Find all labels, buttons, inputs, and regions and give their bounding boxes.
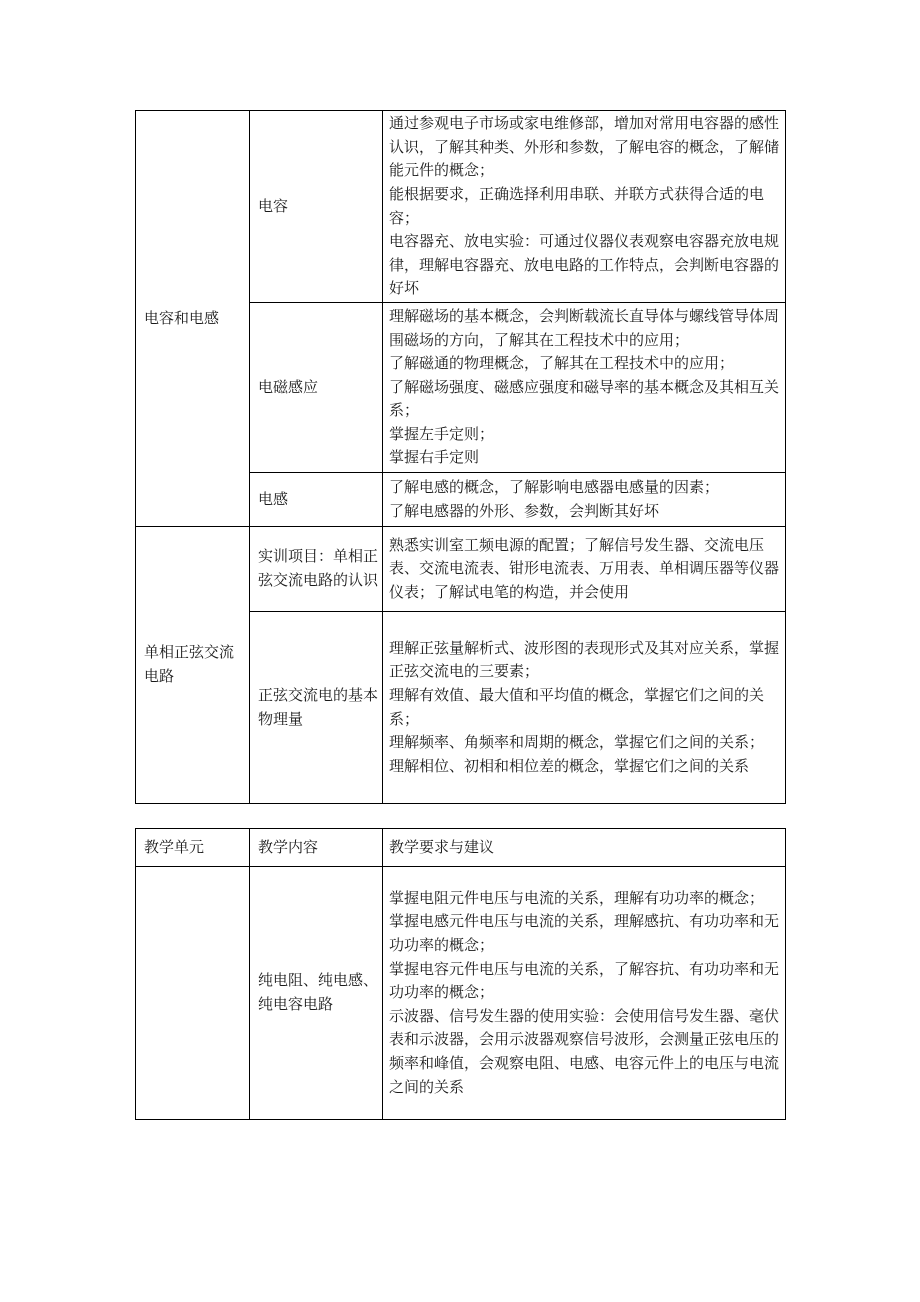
header-requirements: 教学要求与建议 [383,829,786,867]
requirements-cell: 理解磁场的基本概念，会判断载流长直导体与螺线管导体周围磁场的方向，了解其在工程技术中的应用； 了解磁通的物理概念，了解其在工程技术中的应用； 了解磁场强度、磁感应强度和磁导率的基本概念及其相互关系； 掌握左手定则； 掌握右手定则 [383,303,786,473]
content-cell: 电感 [250,473,383,527]
header-unit: 教学单元 [136,829,250,867]
header-content: 教学内容 [250,829,383,867]
curriculum-table-1 [135,110,786,804]
content-cell: 纯电阻、纯电感、纯电容电路 [250,867,383,1120]
requirements-cell: 了解电感的概念，了解影响电感器电感量的因素； 了解电感器的外形、参数，会判断其好坏 [383,473,786,527]
table-row [136,867,786,1120]
unit-cell: 电容和电感 [136,111,250,527]
content-cell: 正弦交流电的基本物理量 [250,612,383,804]
content-cell: 电容 [250,111,383,303]
requirements-cell: 熟悉实训室工频电源的配置；了解信号发生器、交流电压表、交流电流表、钳形电流表、万用表、单相调压器等仪器仪表；了解试电笔的构造，并会使用 [383,527,786,612]
curriculum-table-2 [135,828,786,1120]
table-row [136,111,786,303]
table-row [136,527,786,612]
unit-cell: 单相正弦交流电路 [136,527,250,804]
header-row [136,829,786,867]
requirements-cell: 通过参观电子市场或家电维修部，增加对常用电容器的感性认识，了解其种类、外形和参数，了解电容的概念，了解储能元件的概念； 能根据要求，正确选择利用串联、并联方式获得合适的电容； 电容器充、放电实验：可通过仪器仪表观察电容器充放电规律，理解电容器充、放电电路的工作特点，会判断电容器的好坏 [383,111,786,303]
content-cell: 实训项目：单相正弦交流电路的认识 [250,527,383,612]
requirements-cell: 掌握电阻元件电压与电流的关系，理解有功功率的概念； 掌握电感元件电压与电流的关系，理解感抗、有功功率和无功功率的概念； 掌握电容元件电压与电流的关系，了解容抗、有功功率和无功功率的概念； 示波器、信号发生器的使用实验：会使用信号发生器、毫伏表和示波器，会用示波器观察信号波形，会测量正弦电压的频率和峰值，会观察电阻、电感、电容元件上的电压与电流之间的关系 [383,867,786,1120]
unit-cell [136,867,250,1120]
requirements-cell: 理解正弦量解析式、波形图的表现形式及其对应关系，掌握正弦交流电的三要素； 理解有效值、最大值和平均值的概念，掌握它们之间的关系； 理解频率、角频率和周期的概念，掌握它们之间的关系； 理解相位、初相和相位差的概念，掌握它们之间的关系 [383,612,786,804]
content-cell: 电磁感应 [250,303,383,473]
